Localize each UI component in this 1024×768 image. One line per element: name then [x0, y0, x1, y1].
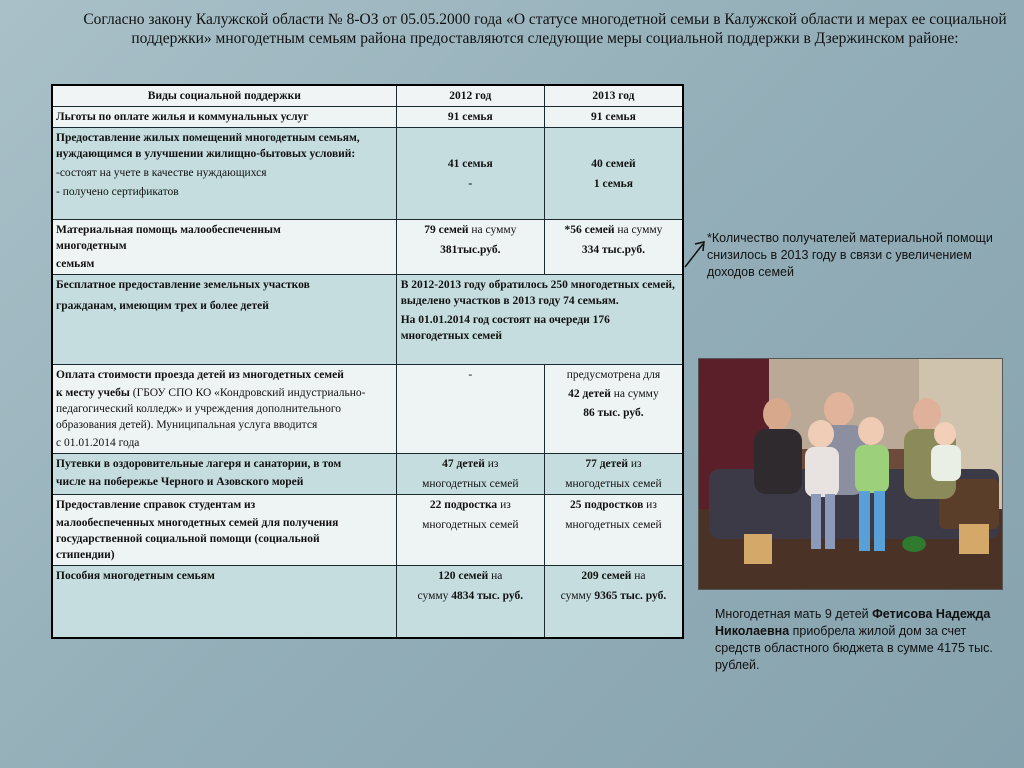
row-label [52, 275, 396, 365]
cell-value-a: 41 семья [447, 157, 493, 170]
table-row [52, 220, 683, 275]
cell-2012 [396, 128, 544, 220]
row-label-line-3: с 01.01.2014 года [56, 437, 140, 449]
table-row [52, 365, 683, 454]
cell-amount: 334 тыс.руб. [581, 244, 646, 256]
cell-text: на [491, 570, 503, 582]
cell-text: из [487, 458, 499, 470]
cell-count: 209 семей [581, 570, 632, 582]
merged-text-1: В 2012-2013 году обратилось 250 многодетных семей, выделено участков в 2013 году 74 семьям. [400, 279, 675, 307]
row-label-line-2: гражданам, имеющим трех и более детей [56, 300, 269, 312]
table-row [52, 454, 683, 495]
cell-amount: 86 тыс. руб. [583, 407, 644, 419]
cell-2013 [544, 128, 683, 220]
cell-value-b: 1 семья [593, 177, 633, 190]
cell-text-1: предусмотрена для [566, 369, 661, 381]
row-label-line-2: (ГБОУ СПО КО «Кондровский индустриально-педагогический колледж» и учреждения дополнительного образования детей). Муниципальная услуга вводится [56, 387, 366, 431]
row-sub-2: - получено сертификатов [56, 186, 179, 198]
cell-count: 120 семей [438, 570, 489, 582]
cell-value-b: - [468, 177, 473, 190]
cell-2013 [544, 454, 683, 495]
row-label [52, 454, 396, 495]
row-label-main: Предоставление жилых помещений многодетным семьям, нуждающимся в улучшении жилищно-бытовых условий: [56, 132, 360, 160]
cell-2012: 91 семья [396, 107, 544, 128]
cell-2012 [396, 454, 544, 495]
cell-2013 [544, 566, 683, 638]
cell-text-2: сумму [560, 590, 592, 602]
merged-text-2: На 01.01.2014 год состоят на очереди 176 многодетных семей [400, 314, 610, 342]
header-measures: Виды социальной поддержки [52, 85, 396, 107]
cell-merged [396, 275, 683, 365]
row-label-line-1: Оплата стоимости проезда детей из многодетных семей [56, 369, 344, 381]
table-row [52, 107, 683, 128]
cell-text-2: на сумму [613, 388, 659, 400]
cell-text: на [634, 570, 646, 582]
row-label-line-1: Бесплатное предоставление земельных участков [56, 279, 310, 291]
row-label [52, 365, 396, 454]
cell-text: из [646, 499, 657, 511]
row-label-line-1: Материальная помощь малообеспеченным многодетным [56, 224, 281, 252]
cell-text-2: многодетных семей [565, 519, 662, 531]
photo-caption [715, 606, 995, 674]
cell-count: *56 семей [564, 224, 615, 236]
cell-count: 77 детей [585, 458, 628, 470]
cell-text: из [630, 458, 642, 470]
row-label-line-2: семьям [56, 258, 95, 270]
arrow-icon [683, 238, 707, 270]
table-row [52, 275, 683, 365]
footnote: *Количество получателей материальной помощи снизилось в 2013 году в связи с увеличением доходов семей [707, 231, 993, 279]
cell-count: 22 подростка [429, 499, 498, 511]
table-header-row [52, 85, 683, 107]
cell-text-2: многодетных семей [422, 478, 519, 490]
header-2013: 2013 год [544, 85, 683, 107]
caption-name: Фетисова Надежда Николаевна [715, 607, 991, 638]
row-label-line-2: малообеспеченных многодетных семей для получения государственной социальной помощи (социальной [56, 517, 339, 545]
cell-count: 42 детей [568, 388, 611, 400]
cell-amount: 4834 тыс. руб. [451, 590, 524, 602]
cell-2012: - [396, 365, 544, 454]
cell-2012 [396, 566, 544, 638]
cell-value-a: 40 семей [591, 157, 636, 170]
caption-text-post: приобрела жилой дом за счет средств областного бюджета в сумме 4175 тыс. рублей. [715, 624, 993, 672]
table-row [52, 495, 683, 566]
cell-text-2: многодетных семей [565, 478, 662, 490]
row-label [52, 128, 396, 220]
cell-2012 [396, 220, 544, 275]
family-photo [698, 358, 1003, 590]
cell-2013 [544, 365, 683, 454]
row-label [52, 220, 396, 275]
cell-text: на сумму [471, 224, 517, 236]
cell-2013: 91 семья [544, 107, 683, 128]
support-measures-table [51, 84, 684, 639]
row-label-line-3: стипендии) [56, 549, 115, 561]
cell-count: 79 семей [424, 224, 469, 236]
cell-2013 [544, 495, 683, 566]
cell-amount: 381тыс.руб. [440, 244, 501, 256]
cell-count: 25 подростков [570, 499, 644, 511]
row-label-bold: к месту учебы [56, 387, 130, 399]
header-2012: 2012 год [396, 85, 544, 107]
page-heading: Согласно закону Калужской области № 8-ОЗ от 05.05.2000 года «О статусе многодетной семьи в Калужской области и мерах ее социальной поддержки» многодетным семьям района предоставляются следующие меры социальной поддержки в Дзержинском районе: [83, 11, 1007, 47]
table-row [52, 566, 683, 638]
cell-count: 47 детей [442, 458, 485, 470]
row-label-line-2: числе на побережье Черного и Азовского морей [56, 476, 304, 488]
cell-2012 [396, 495, 544, 566]
cell-amount: 9365 тыс. руб. [594, 590, 667, 602]
row-label: Пособия многодетным семьям [52, 566, 396, 638]
cell-text: на сумму [617, 224, 663, 236]
row-label-line-1: Предоставление справок студентам из [56, 499, 256, 511]
row-label [52, 495, 396, 566]
row-sub-1: -состоят на учете в качестве нуждающихся [56, 167, 267, 179]
caption-text-pre: Многодетная мать 9 детей [715, 607, 869, 621]
cell-text: из [500, 499, 511, 511]
table-row [52, 128, 683, 220]
row-label-line-1: Путевки в оздоровительные лагеря и санатории, в том [56, 458, 342, 470]
cell-text-2: сумму [417, 590, 449, 602]
row-label: Льготы по оплате жилья и коммунальных услуг [52, 107, 396, 128]
cell-2013 [544, 220, 683, 275]
cell-text-2: многодетных семей [422, 519, 519, 531]
